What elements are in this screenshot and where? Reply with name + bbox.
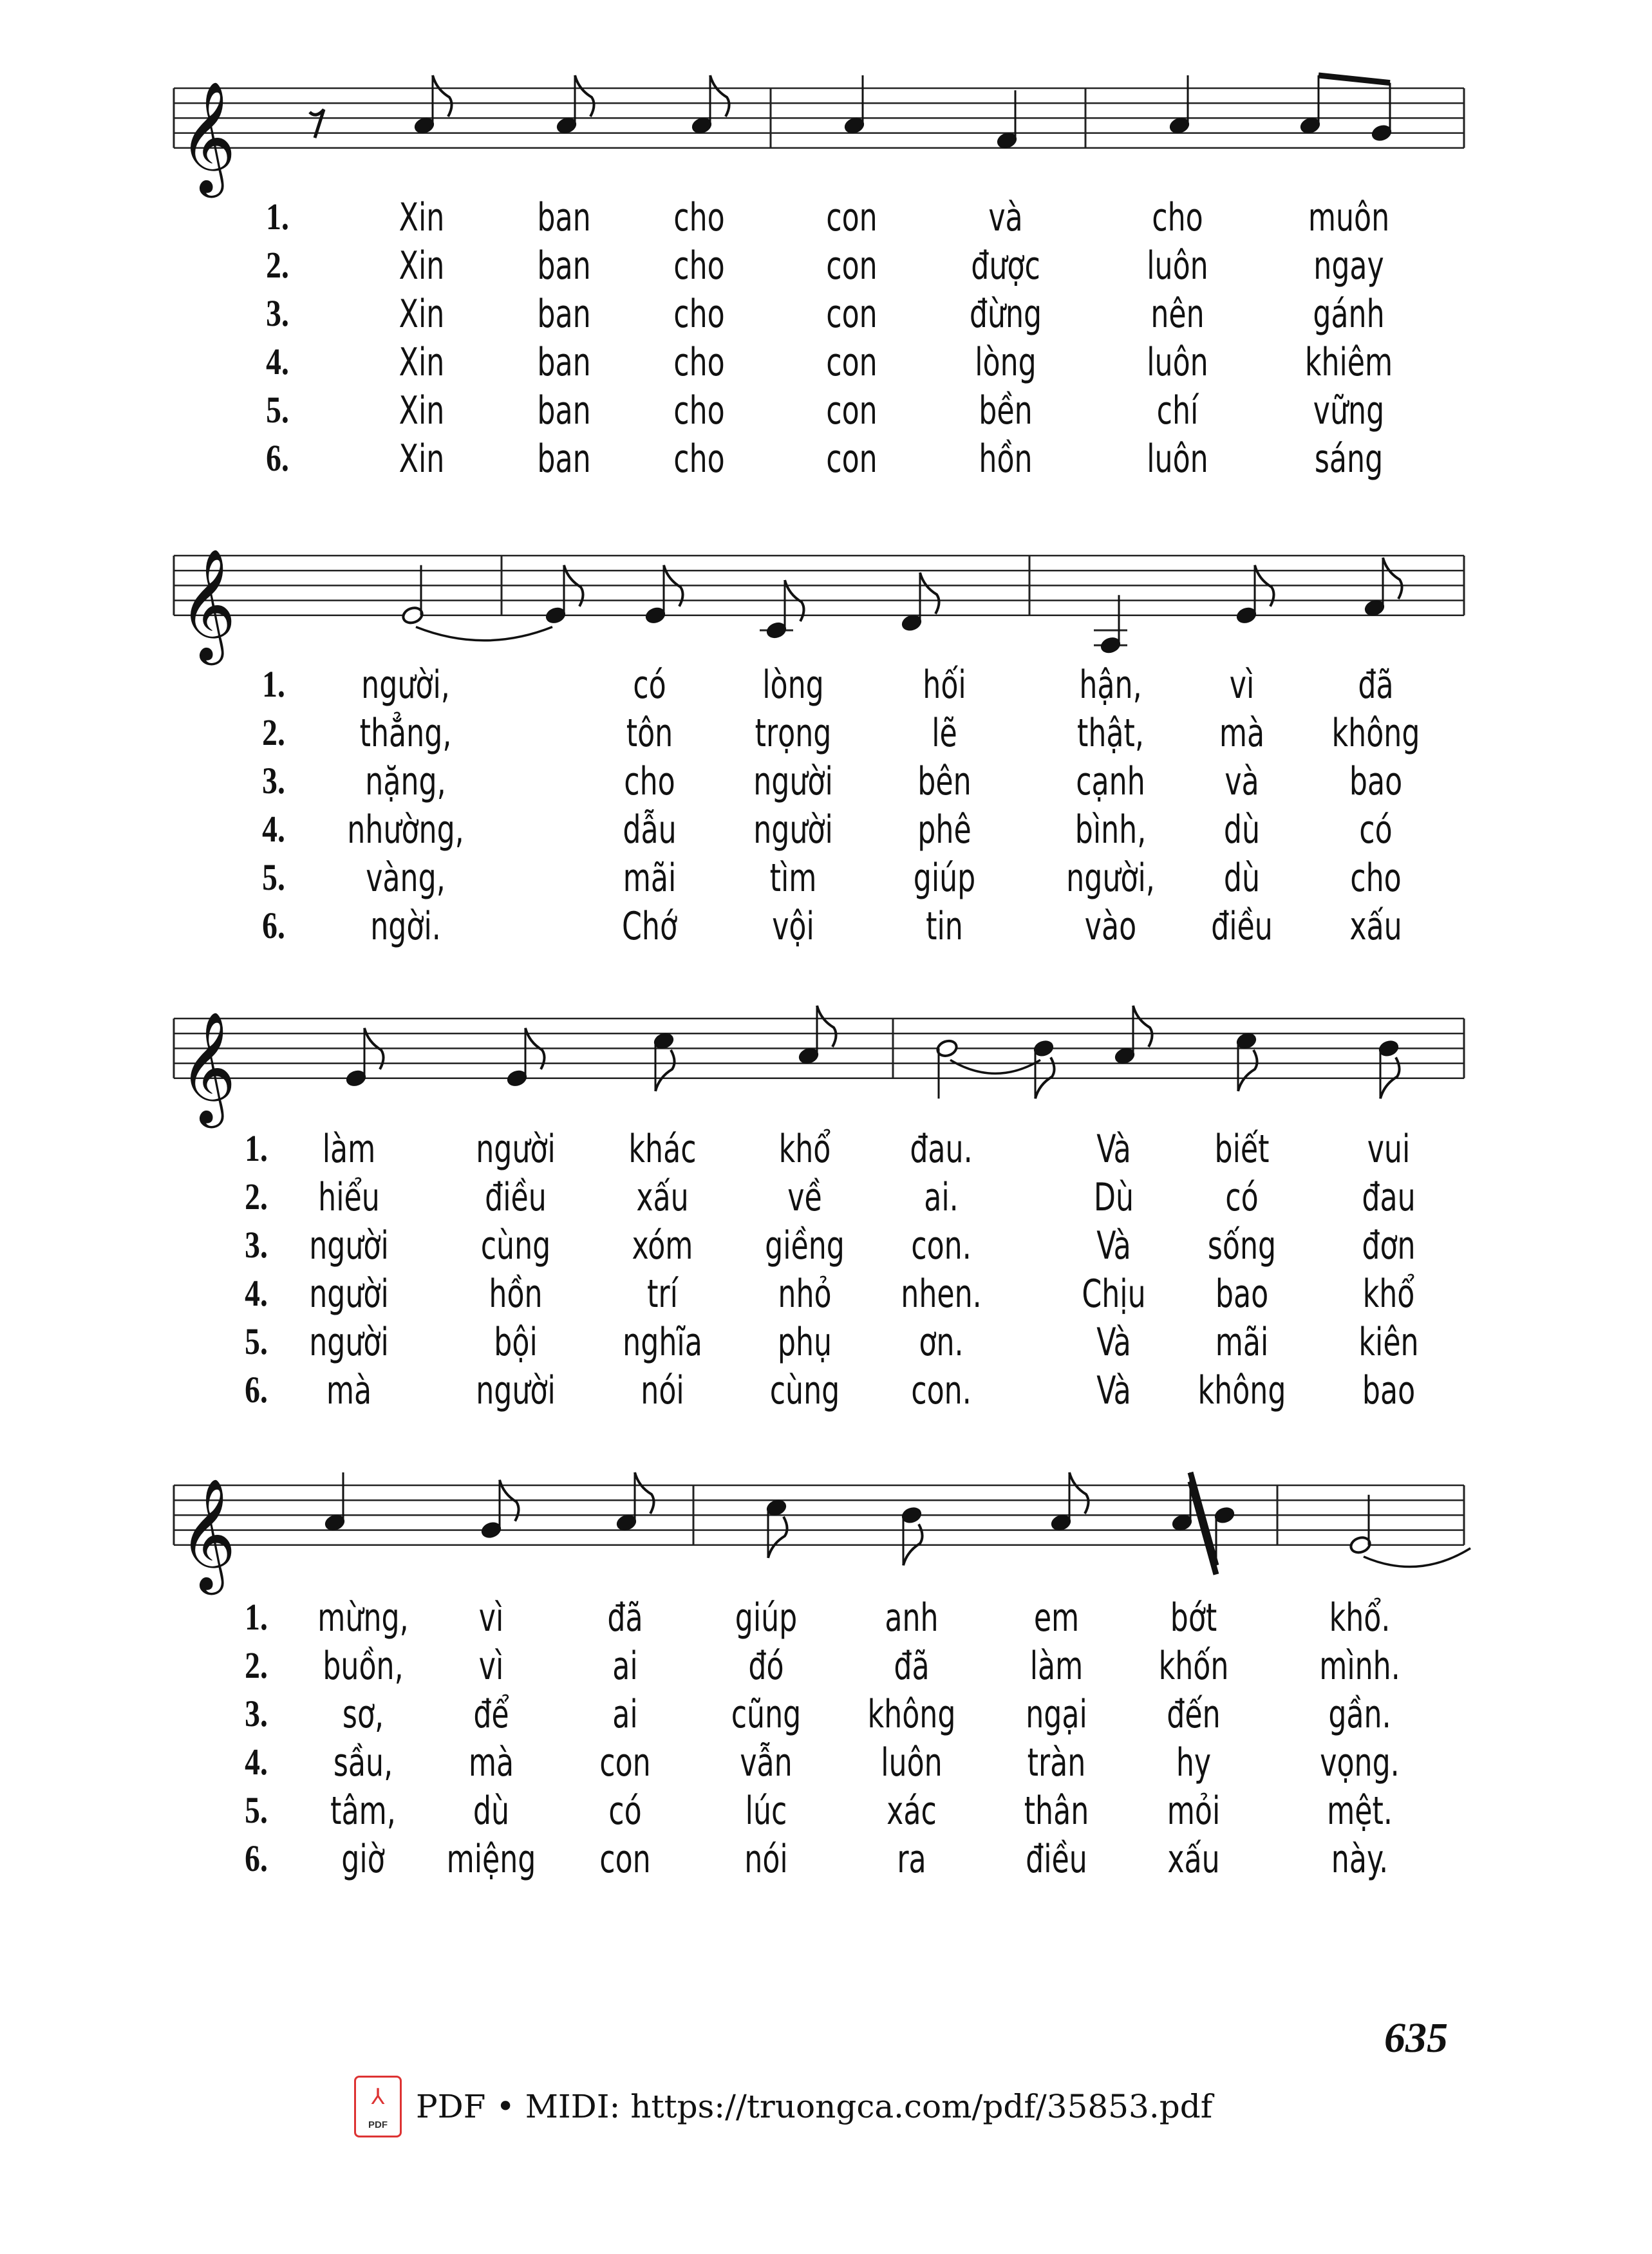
lyric-syllable: con xyxy=(599,1740,651,1785)
lyric-syllable: cho xyxy=(1350,856,1402,901)
lyric-syllable: mà xyxy=(1219,711,1265,756)
lyric-syllable: kiên xyxy=(1358,1320,1419,1365)
verse-number: 2. xyxy=(262,711,285,753)
lyric-syllable: đã xyxy=(607,1595,643,1640)
lyric-syllable: khổ xyxy=(1362,1272,1415,1317)
lyric-syllable: có xyxy=(1359,807,1393,852)
lyric-syllable: Và xyxy=(1096,1223,1131,1268)
note-flag xyxy=(768,1517,787,1558)
lyric-syllable: chí xyxy=(1156,388,1199,433)
lyric-syllable: ban xyxy=(537,292,591,337)
verse-number: 3. xyxy=(262,760,285,802)
lyric-syllable: có xyxy=(608,1789,642,1834)
lyric-syllable: đã xyxy=(894,1644,930,1689)
verse-number: 3. xyxy=(245,1224,268,1266)
lyric-syllable: không xyxy=(1331,711,1420,756)
lyric-syllable: người xyxy=(753,807,833,852)
lyric-syllable: khốn xyxy=(1158,1644,1229,1689)
lyric-syllable: Xin xyxy=(399,340,445,385)
lyric-syllable: dù xyxy=(1223,856,1261,901)
lyric-syllable: phụ xyxy=(777,1320,832,1365)
note-flag xyxy=(1069,1472,1089,1514)
lyric-syllable: nặng, xyxy=(365,759,446,804)
lyric-syllable: người, xyxy=(361,662,450,708)
lyric-syllable: Xin xyxy=(399,437,445,482)
lyric-syllable: người xyxy=(309,1320,389,1365)
lyric-syllable: ngay xyxy=(1313,243,1384,288)
lyric-syllable: Và xyxy=(1096,1127,1131,1172)
verse-number: 1. xyxy=(266,196,289,238)
lyric-syllable: nhen. xyxy=(901,1272,982,1317)
lyric-syllable: khác xyxy=(628,1127,697,1172)
lyric-syllable: con xyxy=(826,243,878,288)
lyric-syllable: mà xyxy=(468,1740,514,1785)
lyric-syllable: bên xyxy=(917,759,971,804)
tie xyxy=(1364,1548,1470,1567)
lyric-syllable: bao xyxy=(1362,1368,1416,1413)
lyric-syllable: dù xyxy=(473,1789,510,1834)
lyric-syllable: Xin xyxy=(399,388,445,433)
lyric-syllable: hận, xyxy=(1079,662,1142,708)
lyric-syllable: con. xyxy=(911,1223,971,1268)
lyric-syllable: sầu, xyxy=(333,1740,393,1785)
lyric-syllable: người xyxy=(309,1223,389,1268)
verse-number: 4. xyxy=(245,1272,268,1314)
lyric-syllable: làm xyxy=(1029,1644,1084,1689)
lyric-syllable: giúp xyxy=(913,856,976,901)
lyric-syllable: điều xyxy=(1026,1837,1087,1882)
lyric-syllable: vui xyxy=(1367,1127,1411,1172)
lyric-syllable: cho xyxy=(673,292,725,337)
verse-number: 6. xyxy=(262,905,285,946)
verse-number: 4. xyxy=(262,808,285,850)
lyric-syllable: luôn xyxy=(1147,340,1208,385)
lyric-syllable: con xyxy=(826,388,878,433)
lyric-syllable: gánh xyxy=(1313,292,1385,337)
lyric-syllable: nhỏ xyxy=(778,1272,832,1317)
lyric-syllable: con xyxy=(826,292,878,337)
lyric-syllable: miệng xyxy=(446,1837,536,1882)
lyric-syllable: tràn xyxy=(1027,1740,1086,1785)
lyric-syllable: Và xyxy=(1096,1368,1131,1413)
lyric-syllable: bao xyxy=(1349,759,1403,804)
lyric-syllable: đau. xyxy=(910,1127,973,1172)
lyric-syllable: luôn xyxy=(1147,437,1208,482)
lyric-syllable: Và xyxy=(1096,1320,1131,1365)
lyric-syllable: phê xyxy=(917,807,971,852)
lyric-syllable: ai xyxy=(612,1692,638,1737)
verse-number: 6. xyxy=(266,437,289,479)
lyric-syllable: vì xyxy=(1229,662,1255,708)
lyric-syllable: khổ xyxy=(778,1127,831,1172)
lyric-syllable: đơn xyxy=(1362,1223,1416,1268)
lyric-syllable: hiểu xyxy=(318,1175,380,1220)
lyric-syllable: có xyxy=(1225,1175,1259,1220)
lyric-syllable: mừng, xyxy=(317,1595,409,1640)
footer-link[interactable] xyxy=(354,2074,1212,2139)
lyric-syllable: tâm, xyxy=(330,1789,396,1834)
verse-number: 3. xyxy=(245,1693,268,1734)
lyric-syllable: bội xyxy=(494,1320,538,1365)
verse-number: 5. xyxy=(245,1320,268,1362)
lyric-syllable: ơn. xyxy=(919,1320,964,1365)
lyric-syllable: đau xyxy=(1362,1175,1416,1220)
lyric-syllable: sơ, xyxy=(342,1692,384,1737)
lyric-syllable: Xin xyxy=(399,292,445,337)
lyric-syllable: đến xyxy=(1167,1692,1221,1737)
lyric-syllable: xác xyxy=(887,1789,937,1834)
acrobat-glyph-icon: ⅄ xyxy=(371,2085,385,2109)
lyric-syllable: nói xyxy=(641,1368,684,1413)
lyric-syllable: con xyxy=(599,1837,651,1882)
lyric-syllable: khiêm xyxy=(1304,340,1393,385)
verse-number: 6. xyxy=(245,1369,268,1411)
lyric-syllable: xấu xyxy=(636,1175,689,1220)
lyric-syllable: khổ. xyxy=(1329,1595,1391,1640)
lyric-syllable: anh xyxy=(885,1595,939,1640)
note-beam xyxy=(1190,1481,1216,1574)
lyric-syllable: dẫu xyxy=(623,807,677,852)
lyric-syllable: buồn, xyxy=(323,1644,404,1689)
lyric-syllable: cùng xyxy=(480,1223,551,1268)
lyric-syllable: ngại xyxy=(1026,1692,1087,1737)
lyric-syllable: cho xyxy=(673,340,725,385)
verse-number: 4. xyxy=(245,1741,268,1783)
lyric-syllable: dù xyxy=(1223,807,1261,852)
lyric-syllable: sáng xyxy=(1314,437,1384,482)
verse-number: 6. xyxy=(245,1837,268,1879)
treble-clef-icon: 𝄞 xyxy=(179,548,236,661)
lyric-syllable: ai xyxy=(612,1644,638,1689)
lyric-syllable: vì xyxy=(478,1644,504,1689)
lyric-syllable: thật, xyxy=(1077,711,1144,756)
lyric-syllable: thân xyxy=(1024,1789,1089,1834)
lyric-syllable: em xyxy=(1033,1595,1080,1640)
lyric-syllable: ban xyxy=(537,195,591,240)
lyric-syllable: giềng xyxy=(765,1223,845,1268)
lyric-syllable: ban xyxy=(537,340,591,385)
lyric-syllable: xóm xyxy=(632,1223,693,1268)
page-number: 635 xyxy=(1384,2015,1448,2061)
lyric-syllable: nên xyxy=(1150,292,1205,337)
lyric-syllable: người xyxy=(309,1272,389,1317)
lyric-syllable: cùng xyxy=(769,1368,840,1413)
lyric-syllable: không xyxy=(867,1692,956,1737)
lyric-syllable: sống xyxy=(1207,1223,1277,1268)
footer-url-text[interactable]: PDF • MIDI: https://truongca.com/pdf/35853.pdf xyxy=(416,2088,1213,2125)
lyric-syllable: nhường, xyxy=(347,807,464,852)
lyric-syllable: ra xyxy=(897,1837,926,1882)
lyric-syllable: bớt xyxy=(1170,1595,1217,1640)
verse-number: 1. xyxy=(245,1596,268,1638)
lyric-syllable: luôn xyxy=(881,1740,943,1785)
lyric-syllable: ban xyxy=(537,437,591,482)
lyric-syllable: được xyxy=(971,243,1040,288)
lyric-syllable: hồn xyxy=(489,1272,543,1317)
lyric-syllable: ban xyxy=(537,243,591,288)
lyric-syllable: con xyxy=(826,340,878,385)
lyric-syllable: đừng xyxy=(969,292,1042,337)
verse-number: 1. xyxy=(245,1127,268,1169)
verse-number: 1. xyxy=(262,663,285,705)
lyric-syllable: nói xyxy=(744,1837,788,1882)
lyric-syllable: và xyxy=(988,195,1023,240)
lyric-syllable: Xin xyxy=(399,243,445,288)
lyric-syllable: con xyxy=(826,437,878,482)
lyric-syllable: Chịu xyxy=(1082,1272,1146,1317)
lyric-syllable: vì xyxy=(478,1595,504,1640)
lyric-syllable: lòng xyxy=(975,340,1037,385)
lyric-syllable: xấu xyxy=(1167,1837,1220,1882)
verse-number: 4. xyxy=(266,341,289,382)
lyric-syllable: này. xyxy=(1331,1837,1389,1882)
treble-clef-icon: 𝄞 xyxy=(179,1011,236,1123)
lyric-syllable: giờ xyxy=(341,1837,385,1882)
lyric-syllable: bền xyxy=(979,388,1033,433)
lyric-syllable: tin xyxy=(926,904,963,949)
lyric-syllable: mà xyxy=(326,1368,372,1413)
lyric-syllable: Dù xyxy=(1093,1175,1134,1220)
lyric-syllable: vào xyxy=(1084,904,1137,949)
lyric-syllable: điều xyxy=(1211,904,1273,949)
verse-number: 5. xyxy=(245,1789,268,1831)
lyric-syllable: lúc xyxy=(745,1789,787,1834)
lyric-syllable: hồn xyxy=(979,437,1033,482)
lyric-syllable: không xyxy=(1197,1368,1286,1413)
lyric-syllable: ban xyxy=(537,388,591,433)
lyric-syllable: đó xyxy=(748,1644,784,1689)
lyric-syllable: tôn xyxy=(626,711,673,756)
lyric-syllable: gần. xyxy=(1328,1692,1391,1737)
lyric-syllable: cho xyxy=(624,759,675,804)
lyric-syllable: mãi xyxy=(1215,1320,1269,1365)
lyric-syllable: trọng xyxy=(755,711,832,756)
lyric-syllable: cạnh xyxy=(1076,759,1145,804)
treble-clef-icon: 𝄞 xyxy=(179,80,236,193)
verse-number: 2. xyxy=(245,1176,268,1217)
lyric-syllable: cho xyxy=(673,195,725,240)
verse-number: 3. xyxy=(266,292,289,334)
lyric-syllable: để xyxy=(473,1692,509,1737)
lyric-syllable: biết xyxy=(1214,1127,1270,1172)
lyric-syllable: Xin xyxy=(399,195,445,240)
lyric-syllable: bao xyxy=(1215,1272,1269,1317)
lyric-syllable: người xyxy=(476,1368,556,1413)
lyric-syllable: vàng, xyxy=(366,856,446,901)
lyric-syllable: con. xyxy=(911,1368,971,1413)
pdf-file-icon xyxy=(354,2076,402,2137)
lyric-syllable: làm xyxy=(322,1127,376,1172)
lyric-syllable: mỏi xyxy=(1167,1789,1221,1834)
lyric-syllable: cũng xyxy=(731,1692,802,1737)
lyric-syllable: ai. xyxy=(924,1175,959,1220)
verse-number: 5. xyxy=(262,856,285,898)
lyric-syllable: mãi xyxy=(623,856,677,901)
lyric-syllable: vội xyxy=(772,904,814,949)
verse-number: 5. xyxy=(266,389,289,431)
lyric-syllable: hy xyxy=(1176,1740,1212,1785)
lyric-syllable: nghĩa xyxy=(623,1320,702,1365)
lyric-syllable: vọng. xyxy=(1320,1740,1400,1785)
lyric-syllable: tìm xyxy=(769,856,817,901)
lyric-syllable: vững xyxy=(1313,388,1385,433)
lyric-syllable: và xyxy=(1225,759,1259,804)
lyric-syllable: mình. xyxy=(1319,1644,1400,1689)
lyric-syllable: cho xyxy=(673,437,725,482)
lyric-syllable: con xyxy=(826,195,878,240)
treble-clef-icon: 𝄞 xyxy=(179,1478,236,1590)
verse-number: 2. xyxy=(266,244,289,286)
lyric-syllable: cho xyxy=(673,388,725,433)
lyric-syllable: trí xyxy=(647,1272,678,1317)
lyric-syllable: lẽ xyxy=(932,711,957,756)
lyric-syllable: người xyxy=(476,1127,556,1172)
lyric-syllable: muôn xyxy=(1308,195,1390,240)
verse-number: 2. xyxy=(245,1644,268,1686)
lyric-syllable: người, xyxy=(1066,856,1155,901)
lyric-syllable: về xyxy=(787,1175,822,1220)
lyric-syllable: mệt. xyxy=(1327,1789,1393,1834)
note-flag xyxy=(635,1472,654,1514)
pdf-icon-label: PDF xyxy=(368,2119,388,2130)
lyric-syllable: có xyxy=(633,662,666,708)
lyric-syllable: giúp xyxy=(735,1595,798,1640)
lyric-syllable: người xyxy=(753,759,833,804)
lyric-syllable: Chớ xyxy=(621,904,678,949)
lyric-syllable: đã xyxy=(1358,662,1394,708)
lyric-syllable: luôn xyxy=(1147,243,1208,288)
lyric-syllable: lòng xyxy=(762,662,824,708)
lyric-syllable: thẳng, xyxy=(359,711,452,756)
lyric-syllable: điều xyxy=(485,1175,547,1220)
lyric-syllable: hối xyxy=(923,662,966,708)
lyric-syllable: xấu xyxy=(1349,904,1402,949)
lyric-syllable: cho xyxy=(673,243,725,288)
lyric-syllable: cho xyxy=(1152,195,1203,240)
lyric-syllable: vẫn xyxy=(740,1740,793,1785)
lyric-syllable: bình, xyxy=(1075,807,1147,852)
lyric-syllable: ngời. xyxy=(370,904,441,949)
